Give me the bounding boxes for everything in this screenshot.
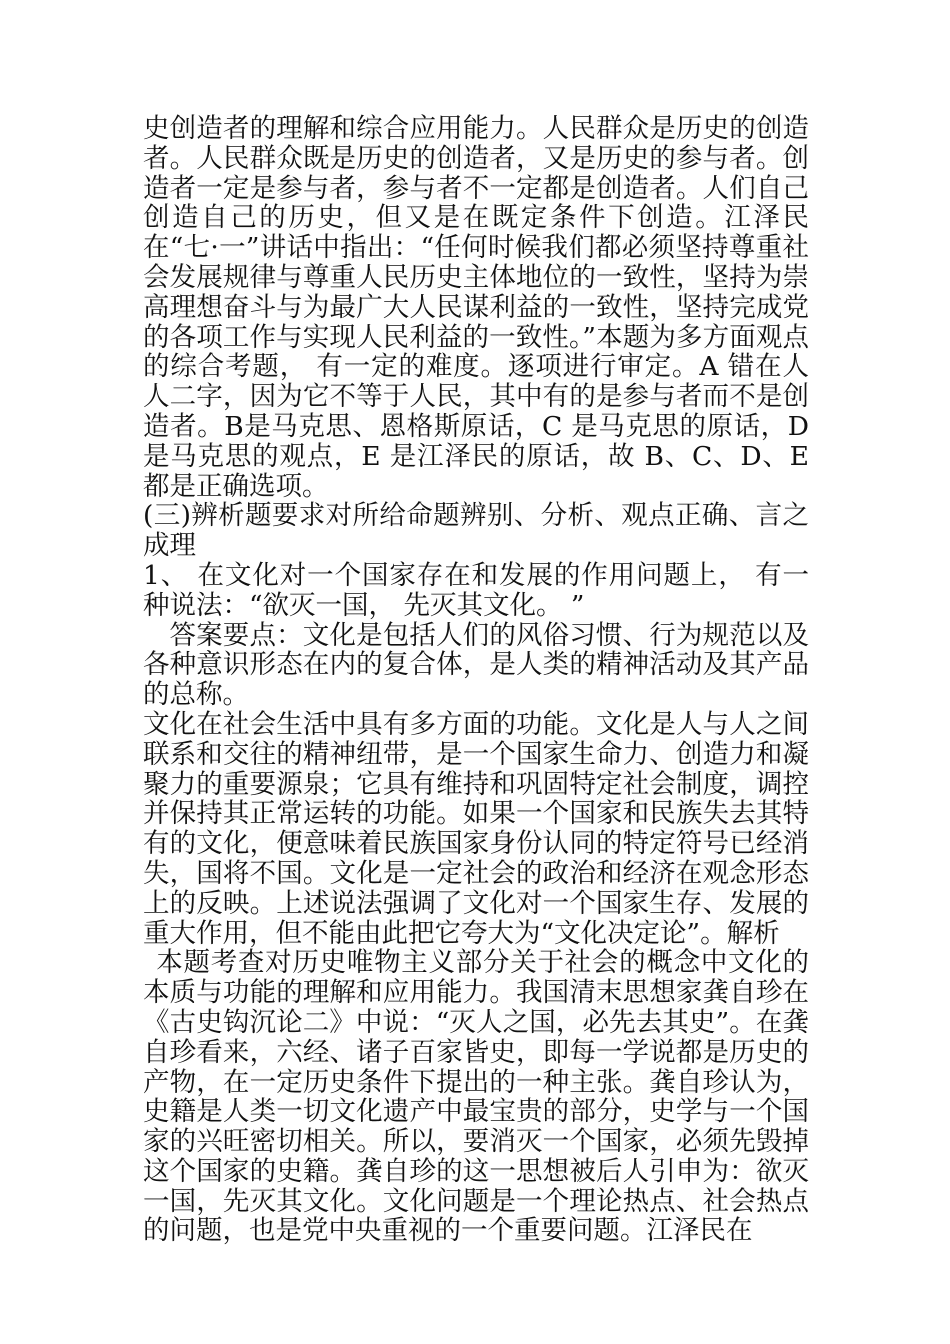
section-heading-discrimination-questions: (三)辨析题要求对所给命题辨别、分析、观点正确、言之成理 <box>143 500 809 562</box>
paragraph-analysis: 本题考查对历史唯物主义部分关于社会的概念中文化的本质与功能的理解和应用能力。我国清末思想家龚自珍在《古史钩沉论二》中说：“灭人之国，必先去其史”。在龚自珍看来，六经、诸子百家皆史，即每一学说都是历史的产物，在一定历史条件下提出的一种主张。龚自珍认为，史籍是人类一切文化遗产中最宝贵的部分，史学与一个国家的兴旺密切相关。所以，要消灭一个国家，必须先毁掉这个国家的史籍。龚自珍的这一思想被后人引申为：欲灭一国，先灭其文化。文化问题是一个理论热点、社会热点的问题，也是党中央重视的一个重要问题。江泽民在 <box>143 947 809 1247</box>
paragraph-answer-explanation: 史创造者的理解和综合应用能力。人民群众是历史的创造者。人民群众既是历史的创造者，又是历史的参与者。创造者一定是参与者，参与者不一定都是创造者。人们自己创造自己的历史，但又是在既定条件下创造。江泽民在“七·一”讲话中指出：“任何时候我们都必须坚持尊重社会发展规律与尊重人民历史主体地位的一致性，坚持为崇高理想奋斗与为最广大人民谋利益的一致性，坚持完成党的各项工作与实现人民利益的一致性。”本题为多方面观点的综合考题， 有一定的难度。逐项进行审定。A 错在人人二字，因为它不等于人民，其中有的是参与者而不是创造者。B是马克思、恩格斯原话，C 是马克思的原话，D是马克思的观点，E 是江泽民的原话，故 B、C、D、E 都是正确选项。 <box>143 113 809 502</box>
answer-key-points: 答案要点：文化是包括人们的风俗习惯、行为规范以及各种意识形态在内的复合体，是人类的精神活动及其产品的总称。 <box>143 619 809 711</box>
paragraph-culture-functions: 文化在社会生活中具有多方面的功能。文化是人与人之间联系和交往的精神纽带，是一个国家生命力、创造力和凝聚力的重要源泉；它具有维持和巩固特定社会制度，调控并保持其正常运转的功能。如果一个国家和民族失去其特有的文化，便意味着民族国家身份认同的特定符号已经消失，国将不国。文化是一定社会的政治和经济在观念形态上的反映。上述说法强调了文化对一个国家生存、发展的重大作用，但不能由此把它夸大为“文化决定论”。解析 <box>143 708 809 949</box>
document-page <box>143 114 809 1246</box>
question-1: 1、 在文化对一个国家存在和发展的作用问题上， 有一种说法：“欲灭一国， 先灭其文化。 ” <box>143 559 809 621</box>
